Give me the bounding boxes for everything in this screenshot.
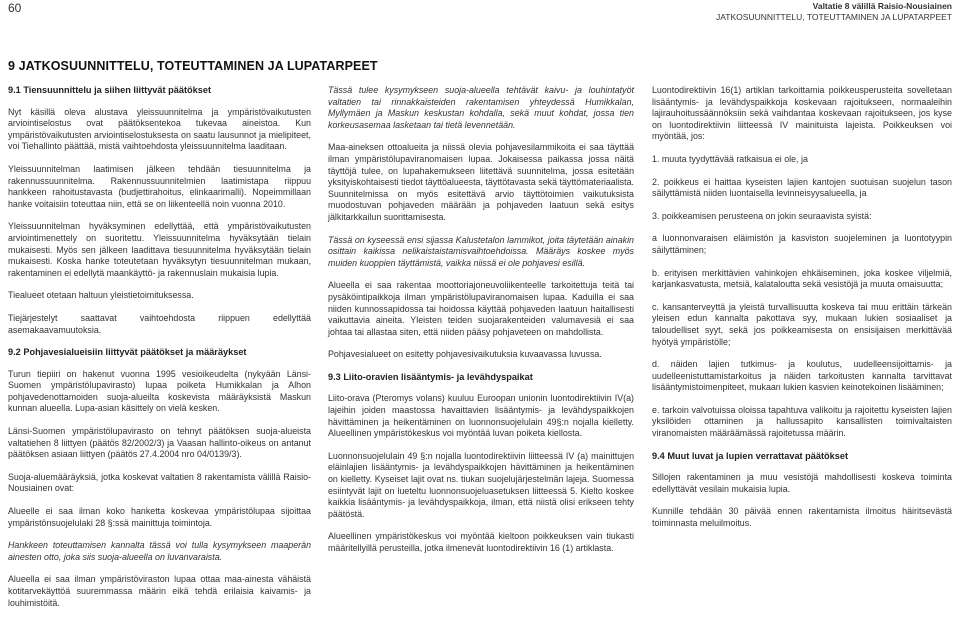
paragraph: Luontodirektiivin 16(1) artiklan tarkoittamia poikkeusperusteita sovelletaan lisääntymis- ja levähdyspaikkoja koskevaan rajoitukseen, normaaleihin lajirauhoitussäännöksiin sekä vaihdantaa koskevaan rajoitukseen, jos kyse on luontodirektiivin liitteessä IV mainituista lajeista. Poikkeuksen voi myöntää, jos: [652, 85, 952, 142]
paragraph: Alueella ei saa ilman ympäristöviraston lupaa ottaa maa-ainesta vähäistä kotitarvekäyttöä suuremmassa määrin eikä tehdä erilaisia kaivamis- ja louhimistöitä. [8, 574, 311, 608]
page-number: 60 [8, 1, 22, 15]
paragraph: Maa-aineksen ottoalueita ja niissä olevia pohjavesilammikoita ei saa täyttää ilman ympäristölupaviranomaisen lupaa. Jokaisessa paikassa jossa näitä täyttöjä tulee, on lupahakemukseen liitettävä suunnitelma, jossa esitetään yksityiskohtaisesti tiedot täyttöalueesta, täyttötavasta sekä täyttömateriaalista. Suunnitelmissa on myös esitettävä arvio täyttötoimien vaikutuksista muodostuvan pohjaveden määrään ja pohjaveden laatuun sekä esitys jälkitarkkailun suorittamisesta. [328, 142, 634, 222]
paragraph: Alueelle ei saa ilman koko hanketta koskevaa ympäristölupaa sijoittaa ympäristönsuojelulaki 28 §:ssä mainittuja toimintoja. [8, 506, 311, 528]
paragraph: Länsi-Suomen ympäristölupavirasto on tehnyt päätöksen suoja-alueista valtatiehen 8 liittyen (päätös 82/2002/3) ja Vaasan hallinto-oikeus on antanut päätöksen asiaan liittyen (päätös 27.4.2004 nro 04/0139/3). [8, 426, 311, 460]
paragraph: Kunnille tehdään 30 päivää ennen rakentamista ilmoitus häiritsevästä toiminnasta meluilmoitus. [652, 506, 952, 529]
list-item: a luonnonvaraisen eläimistön ja kasviston suojeleminen ja luontotyypin säilyttäminen; [652, 233, 952, 255]
running-header [716, 1, 952, 23]
paragraph: Nyt käsillä oleva alustava yleissuunnitelma ja ympäristövaikutusten arviointiselostus ovat päätöksentekoa tukevaa aineistoa. Kun ympäristövaikutusten arviointiselostuksesta on saatu lausunnot ja mielipiteet, voi Tiehallinto päättää, mistä vaihtoehdosta yleissuunnitelma laaditaan. [8, 106, 311, 152]
list-item: 1. muuta tyydyttävää ratkaisua ei ole, ja [652, 153, 808, 164]
paragraph: Alueellinen ympäristökeskus voi myöntää kieltoon poikkeuksen vain tiukasti määritellyillä perusteilla, jotka ilmenevät luontodirektiivin 16 (1) artiklasta. [328, 531, 634, 553]
paragraph-italic: Tässä on kyseessä ensi sijassa Kalustetalon lammikot, joita täytetään ainakin osittain kaikissa nelikaistaistamisvaihtoehdoissa. Määräys koskee myös muiden kuoppien täyttämistä, vaikka niissä ei ole pohjavesi esillä. [328, 234, 634, 268]
paragraph: Tiejärjestelyt saattavat vaihtoehdosta riippuen edellyttää asemakaavamuutoksia. [8, 312, 311, 335]
paragraph: Pohjavesialueet on esitetty pohjavesivaikutuksia kuvaavassa luvussa. [328, 349, 602, 360]
paragraph: Luonnonsuojelulain 49 §:n nojalla luontodirektiivin liitteessä IV (a) mainittujen eläinlajien lisääntymis- ja levähdyspaikkojen hävittäminen ja heikentäminen on kielletty. Kyseiset lajit ovat ns. tiukan suojelujärjestelmän lajeja. Suomessa esiintyvät lajit on lueteltu luonnonsuojeluasetuksen liitteessä 5. Kielto koskee kaikkia lisääntymis- ja levähdyspaikkoja, ilman, että niistä olisi erikseen tehty päätöstä. [328, 450, 634, 519]
column-left [8, 85, 311, 620]
paragraph: Yleissuunnitelman hyväksyminen edellyttää, että ympäristövaikutusten arviointimenettely on suoritettu. Yleissuunnitelma hyväksytään tielain mukaisesti. Myös sen jälkeen laadittava tiesuunnitelma hyväksytään tielain mukaisesti. Koska hanke toteutetaan hyväksytyn tiesuunnitelman mukaan, rakentaminen ei edellytä maankäyttö- ja rakennuslain mukaisia lupia. [8, 221, 311, 278]
list-item: e. tarkoin valvotuissa oloissa tapahtuva valikoitu ja rajoitettu kyseisten lajien yksilöiden ottaminen ja hallussapito kansallisten toimivaltaisten viranomaisten määräämässä rajoitetussa määrin. [652, 404, 952, 439]
list-item: d. näiden lajien tutkimus- ja koulutus, uudelleensijoittamis- ja uudelleenistuttamistarkoitus ja näiden tarkoitusten kannalta tarvittavat lisääntymistoimenpiteet, mukaan lukien kasvien keinotekoinen lisääminen; [652, 359, 952, 393]
chapter-title: 9 JATKOSUUNNITTELU, TOTEUTTAMINEN JA LUPATARPEET [8, 59, 378, 73]
paragraph-italic: Hankkeen toteuttamisen kannalta tässä voi tulla kysymykseen maaperän ainesten otto, joka siis suoja-alueella on luvanvaraista. [8, 540, 311, 562]
paragraph: Liito-orava (Pteromys volans) kuuluu Euroopan unionin luontodirektiivin IV(a) lajeihin joiden maastossa havaittavien lisääntymis- ja levähdyspaikkojen hävittäminen ja heikentäminen on luonnonsuojelulain 49§:n nojalla kielletty. Alueellinen ympäristökeskus voi myöntää luvan poiketa kiellosta. [328, 393, 634, 439]
list-item: 3. poikkeamisen perusteena on jokin seuraavista syistä: [652, 210, 872, 221]
section-heading-9-2: 9.2 Pohjavesialueisiin liittyvät päätökset ja määräykset [8, 347, 247, 358]
paragraph: Suoja-aluemääräyksiä, jotka koskevat valtatien 8 rakentamista välillä Raisio-Nousiainen ovat: [8, 471, 311, 494]
paragraph: Turun tiepiiri on hakenut vuonna 1995 vesioikeudelta (nykyään Länsi-Suomen ympäristölupavirasto) lupaa poiketa Humikkalan ja Alhon pohjavedenottamoiden suoja-alueilta koskevista määräyksistä Maskun kunnan alueella. Lupa-asian käsittely on vielä kesken. [8, 368, 311, 414]
running-header-title: Valtatie 8 välillä Raisio-Nousiainen [812, 1, 952, 11]
section-heading-9-4: 9.4 Muut luvat ja lupien verrattavat päätökset [652, 450, 849, 461]
paragraph: Yleissuunnitelman laatimisen jälkeen tehdään tiesuunnitelma ja rakennussuunnitelma. Rakennussuunnitelmien laatimistapa riippuu hankkeen rahoitustavasta (budjettirahoitus, elinkaarimalli). Nopeimmillaan hanke voitaisiin toteuttaa niin, että se on liikenteellä noin vuonna 2010. [8, 163, 311, 209]
paragraph: Alueella ei saa rakentaa moottoriajoneuvoliikenteelle tarkoitettuja teitä tai pysäköintipaikkoja ilman ympäristölupaviranomaisen lupaa. Kaduilla ei saa niiden kunnossapidossa tai hoidossa käyttää pohjaveden laatuun haitallisesti vaikuttavia aineita. Yleisten teiden suojarakenteiden valumavesiä ei saa johtaa tai allastaa siten, että niiden pääsy pohjaveteen on mahdollista. [328, 280, 634, 337]
paragraph: Sillojen rakentaminen ja muu vesistöjä mahdollisesti koskeva toiminta edellyttävät vesilain mukaisia lupia. [652, 472, 952, 494]
column-right [652, 85, 952, 541]
column-middle [328, 85, 634, 566]
paragraph-italic: Tässä tulee kysymykseen suoja-alueella tehtävät kaivu- ja louhintatyöt valtatien tai rinnakkaisteiden rakentamisen yhteydessä Humikkalan, Myllymäen ja Maskun keskustan kohdalla, sekä muut kohdat, jossa tien korkeusasemaa lasketaan tai tietä levennetään. [328, 85, 634, 130]
list-item: 2. poikkeus ei haittaa kyseisten lajien kantojen suotuisan suojelun tason säilyttämistä niiden luontaisella levinneisyysalueella, ja [652, 176, 952, 199]
list-item: c. kansanterveyttä ja yleistä turvallisuutta koskeva tai muu erittäin tärkeän yleisen edun kannalta pakottava syy, mukaan lukien sosiaaliset ja taloudelliset syyt, sekä jos poikkeamisesta on ensisijaisen merkittävää hyötyä ympäristölle; [652, 301, 952, 347]
section-heading-9-1: 9.1 Tiensuunnittelu ja siihen liittyvät päätökset [8, 85, 212, 95]
list-item: b. erityisen merkittävien vahinkojen ehkäiseminen, joka koskee viljelmiä, karjankasvatusta, metsiä, kalataloutta sekä vesistöjä ja muuta omaisuutta; [652, 267, 952, 290]
paragraph: Tiealueet otetaan haltuun yleistietoimituksessa. [8, 290, 194, 301]
section-heading-9-3: 9.3 Liito-oravien lisääntymis- ja levähdyspaikat [328, 371, 533, 382]
running-header-subtitle: JATKOSUUNNITTELU, TOTEUTTAMINEN JA LUPATARPEET [716, 12, 952, 22]
